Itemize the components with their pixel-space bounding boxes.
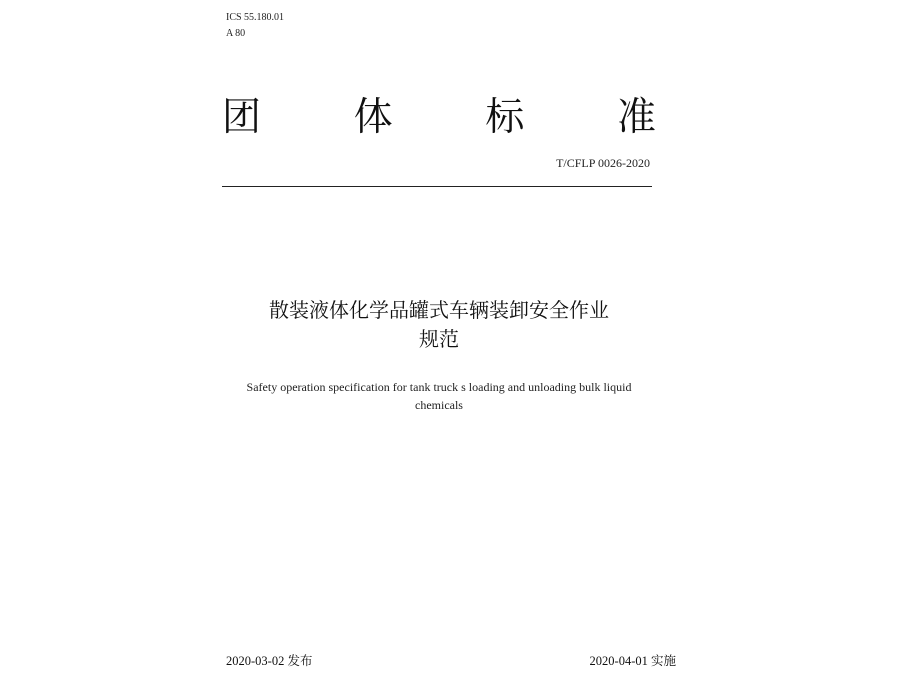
issue-label: 发布 [287, 653, 313, 668]
header-divider [222, 186, 652, 187]
standard-number: T/CFLP 0026-2020 [556, 156, 650, 170]
english-title-line: Safety operation specification for tank truck s loading and unloading bulk liquid [246, 380, 632, 394]
chinese-title [222, 296, 656, 354]
chinese-title-line: 规范 [419, 327, 459, 351]
implementation-label: 实施 [650, 653, 676, 668]
ccs-code: A 80 [226, 28, 246, 39]
standard-type-char: 体 [353, 94, 393, 140]
issue-date: 2020-03-02 [226, 654, 285, 668]
standard-type-heading [222, 92, 656, 142]
standard-type-char: 准 [616, 94, 656, 140]
english-title-line: chemicals [415, 398, 463, 412]
ics-code: ICS 55.180.01 [226, 12, 285, 23]
implementation-date: 2020-04-01 [589, 654, 648, 668]
standard-type-char: 团 [222, 94, 262, 140]
implementation-date-block [590, 651, 676, 669]
chinese-title-line: 散装液体化学品罐式车辆装卸安全作业 [269, 298, 609, 322]
issue-date-block [226, 651, 312, 669]
standard-type-char: 标 [485, 94, 525, 140]
english-title [220, 378, 658, 414]
